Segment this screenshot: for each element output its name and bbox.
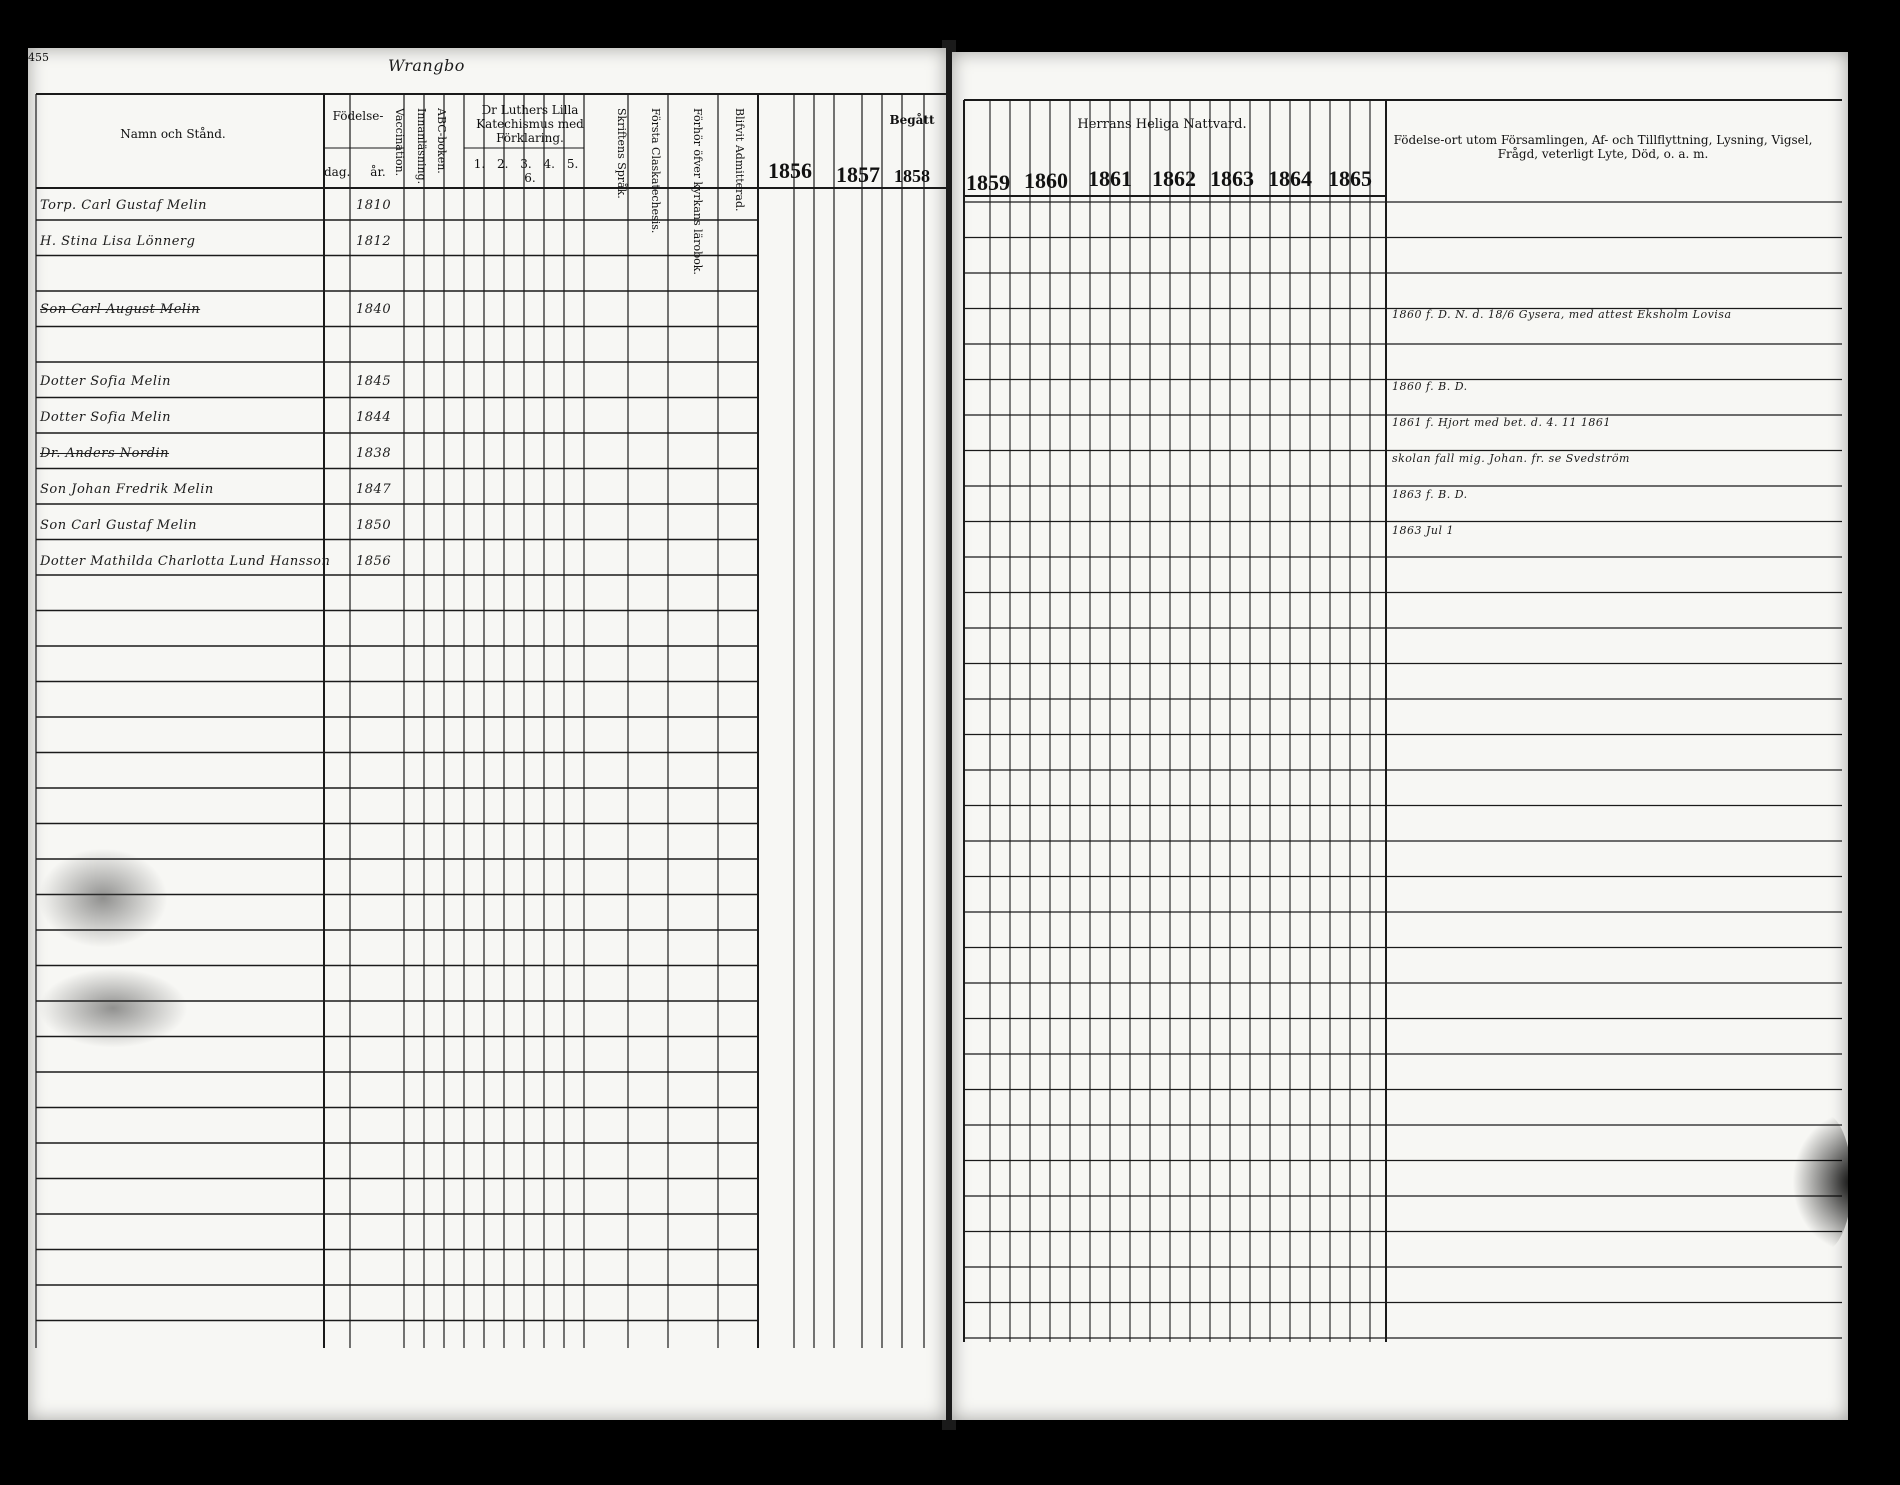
entry-birth-year: 1840	[356, 302, 392, 317]
year-1864: 1864	[1268, 166, 1312, 191]
first-class-header: Första Claskatechesis.	[649, 108, 662, 234]
catechism-part-6: 6.	[524, 170, 536, 185]
begatt-header: Begått	[889, 113, 935, 127]
left-ledger-page	[28, 48, 946, 1420]
name-column-header: Namn och Stånd.	[120, 127, 226, 141]
birth-column-header: Födelse-	[332, 109, 384, 123]
year-1858: 1858	[894, 166, 930, 186]
page-number: 455	[28, 51, 49, 64]
year-1859: 1859	[966, 170, 1010, 195]
location-heading: Wrangbo	[388, 56, 465, 75]
entry-name: Torp. Carl Gustaf Melin	[40, 198, 208, 213]
entry-remark: 1860 f. D. N. d. 18/6 Gysera, med attest Eksholm Lovisa	[1392, 308, 1732, 321]
birth-year-header: år.	[370, 165, 386, 179]
confirmation-header: Förhör öfver kyrkans lärobok.	[691, 108, 704, 275]
entry-birth-year: 1856	[356, 554, 392, 569]
year-1860: 1860	[1024, 168, 1068, 193]
entry-name: H. Stina Lisa Lönnerg	[40, 234, 196, 249]
reading-header: Innanläsning.	[415, 108, 428, 185]
catechism-part-1: 1.	[473, 157, 486, 171]
right-ledger-grid	[952, 52, 1848, 1420]
catechism-header: Dr Luthers Lilla Katechismus med Förklaring.	[476, 103, 584, 145]
catechism-parts	[470, 158, 590, 186]
vaccination-header: Vaccination.	[393, 108, 406, 177]
admitted-header: Blifvit Admitterad.	[733, 108, 746, 212]
year-1861: 1861	[1088, 166, 1132, 191]
year-1857: 1857	[836, 162, 880, 187]
year-1862: 1862	[1152, 166, 1196, 191]
entry-birth-year: 1850	[356, 518, 392, 533]
catechism-part-4: 4.	[543, 157, 555, 171]
page-stain	[38, 848, 168, 948]
page-stain	[38, 968, 188, 1048]
left-ledger-grid	[28, 48, 946, 1420]
entry-remark: skolan fall mig. Johan. fr. se Svedström	[1392, 452, 1630, 465]
entry-name: Dotter Mathilda Charlotta Lund Hansson	[40, 554, 331, 569]
catechism-part-5: 5.	[566, 157, 579, 171]
year-1863: 1863	[1210, 166, 1254, 191]
year-1856: 1856	[768, 158, 812, 183]
entry-remark: 1863 Jul 1	[1392, 524, 1454, 537]
entry-remark: 1861 f. Hjort med bet. d. 4. 11 1861	[1392, 416, 1611, 429]
catechism-part-2: 2.	[496, 157, 509, 171]
entry-birth-year: 1844	[356, 410, 392, 425]
communion-header: Herrans Heliga Nattvard.	[1077, 117, 1247, 132]
entry-birth-year: 1812	[356, 234, 392, 249]
catechism-part-3: 3.	[520, 157, 532, 171]
entry-birth-year: 1847	[356, 482, 392, 497]
entry-name: Dotter Sofia Melin	[40, 410, 172, 425]
scripture-header: Skriftens Språk.	[615, 108, 628, 199]
entry-name: Dotter Sofia Melin	[40, 374, 172, 389]
entry-remark: 1863 f. B. D.	[1392, 488, 1468, 501]
year-1865: 1865	[1328, 166, 1372, 191]
entry-name: Son Carl Gustaf Melin	[40, 518, 197, 533]
entry-name: Son Johan Fredrik Melin	[40, 482, 214, 497]
entry-birth-year: 1845	[356, 374, 392, 389]
entry-name: Son Carl August Melin	[40, 302, 201, 317]
birth-day-header: dag.	[324, 165, 351, 179]
remarks-header: Födelse-ort utom Församlingen, Af- och Tillflyttning, Lysning, Vigsel, Frågd, veterligt Lyte, Död, o. a. m.	[1393, 133, 1813, 161]
page-stain	[1792, 1112, 1852, 1252]
abc-book-header: ABC-boken.	[435, 108, 448, 174]
entry-birth-year: 1838	[356, 446, 392, 461]
entry-birth-year: 1810	[356, 198, 392, 213]
entry-name: Dr. Anders Nordin	[40, 446, 170, 461]
entry-remark: 1860 f. B. D.	[1392, 380, 1468, 393]
